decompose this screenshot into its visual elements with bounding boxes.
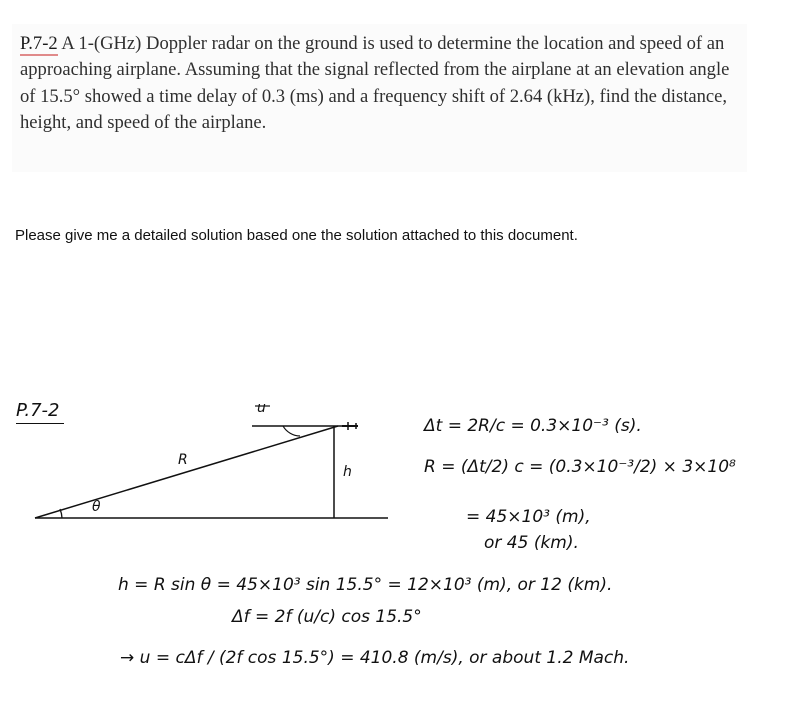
aircraft-angle-arc xyxy=(283,426,300,436)
label-height: h xyxy=(343,464,352,480)
problem-text: A 1-(GHz) Doppler radar on the ground is used to determine the location and speed of an approaching airplane. Assuming that the signal reflected from the airplane at an elevation angle of 15.5° showed a time delay of 0.3 (ms) and a frequency shift of 2.64 (kHz), find the distance, height, and speed of the airplane. xyxy=(20,33,730,134)
problem-number: P.7-2 xyxy=(20,33,58,54)
equation-time-delay: Δt = 2R/c = 0.3×10⁻³ (s). xyxy=(424,416,642,436)
equation-range: R = (Δt/2) c = (0.3×10⁻³/2) × 3×10⁸ xyxy=(424,457,736,477)
equation-doppler: Δf = 2f (u/c) cos 15.5° xyxy=(232,607,422,627)
airplane-icon xyxy=(342,422,358,430)
label-range: R xyxy=(178,452,188,468)
label-velocity: u xyxy=(257,400,266,416)
problem-text-block xyxy=(20,31,742,137)
range-line xyxy=(35,426,338,518)
equation-range-km: or 45 (km). xyxy=(484,533,579,553)
problem-statement xyxy=(12,24,747,172)
request-text: Please give me a detailed solution based one the solution attached to this document. xyxy=(15,227,578,244)
equation-range-result: = 45×10³ (m), xyxy=(466,507,591,527)
solution-title: P.7-2 xyxy=(16,400,60,421)
geometry-diagram xyxy=(0,380,795,580)
label-angle: θ xyxy=(92,499,101,515)
equation-speed: → u = cΔf / (2f cos 15.5°) = 410.8 (m/s), or about 1.2 Mach. xyxy=(120,648,630,668)
equation-height: h = R sin θ = 45×10³ sin 15.5° = 12×10³ (m), or 12 (km). xyxy=(118,575,613,595)
